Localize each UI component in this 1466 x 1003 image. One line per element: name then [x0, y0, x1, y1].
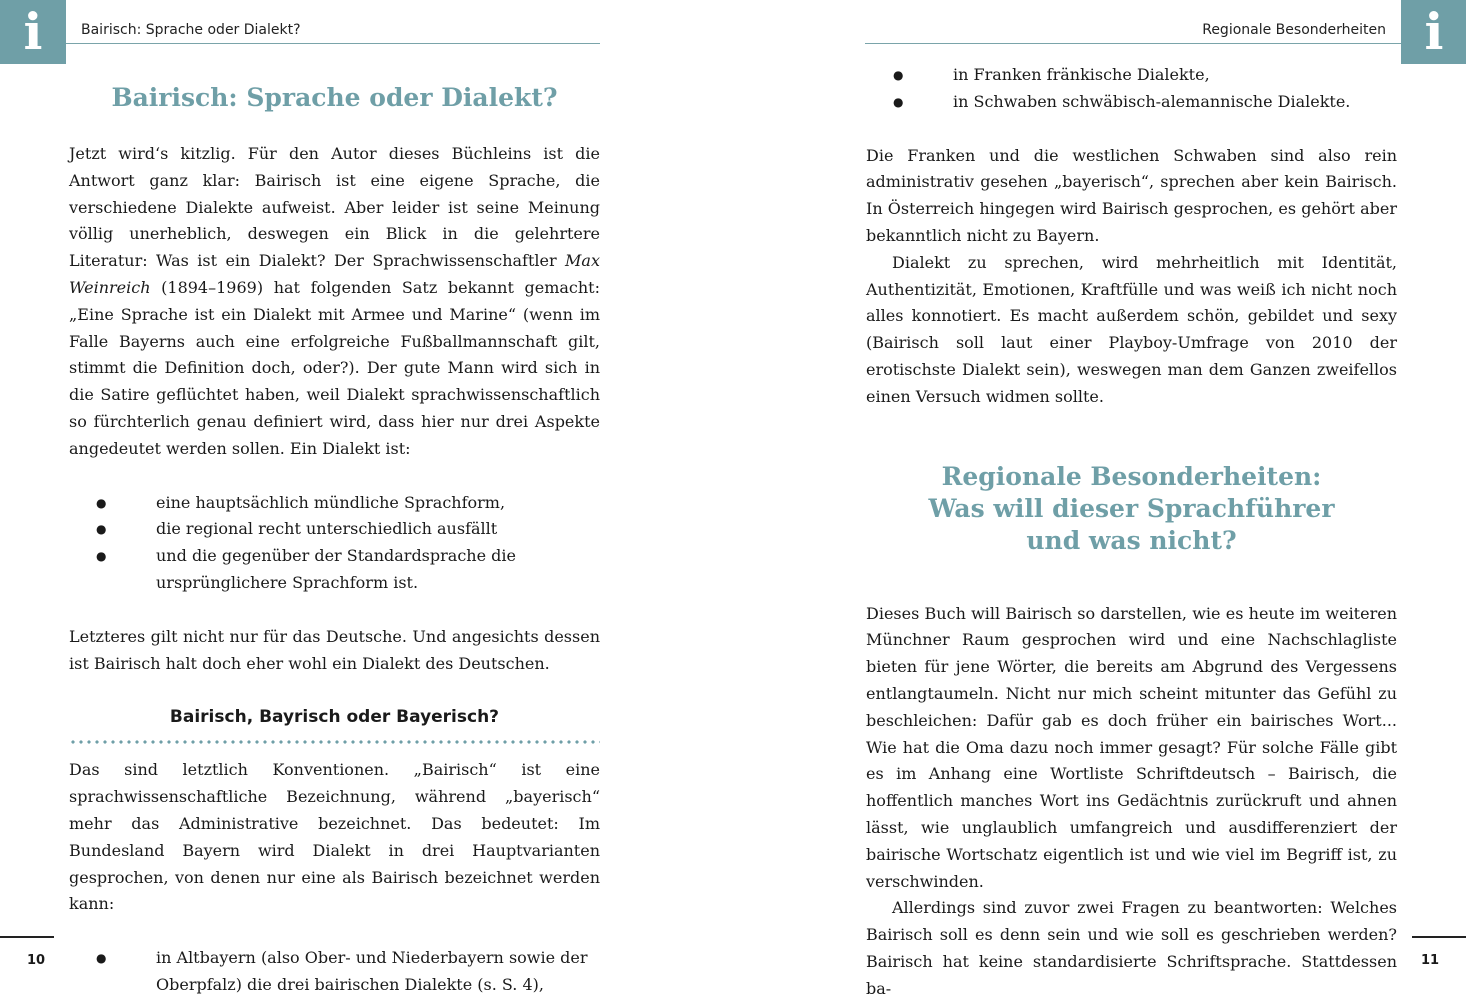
section-title-line: Was will dieser Sprachführer: [928, 493, 1335, 523]
list-item-text: die regional recht unterschiedlich ausfällt: [156, 519, 498, 539]
text-run: (1894–1969) hat folgenden Satz bekannt gemacht: „Eine Sprache ist ein Dialekt mit Armee und Marine“ (wenn im Falle Bayerns auch eine erfolgreiche Fußballmannschaft gilt, stimmt die Definition doch, oder?). Der gute Mann wird sich in die Satire geflüchtet haben, weil Dialekt sprachwissenschaftlich so fürchterlich genau definiert wird, dass hier nur drei Aspekte angedeutet werden sollen. Ein Dialekt ist:: [69, 277, 600, 458]
info-icon: i: [0, 0, 66, 64]
left-column: [69, 82, 600, 999]
bullet-icon: ●: [893, 68, 904, 82]
section-title: [866, 461, 1397, 557]
dotted-divider: [69, 739, 600, 745]
footer-rule: [0, 936, 54, 938]
right-page: [733, 0, 1466, 1000]
section-title-line: und was nicht?: [1026, 525, 1237, 555]
list-item-text: und die gegenüber der Standardsprache die ursprünglichere Sprachform ist.: [156, 546, 516, 592]
list-item: [866, 89, 1397, 116]
subheading: Bairisch, Bayrisch oder Bayerisch?: [169, 707, 500, 728]
list-item: [69, 543, 600, 597]
bullet-list: [69, 490, 600, 597]
bullet-list: [69, 945, 600, 999]
section-title-line: Regionale Besonderheiten:: [941, 461, 1322, 491]
list-item: [69, 945, 600, 999]
list-item-text: in Altbayern (also Ober- und Niederbayern sowie der Oberpfalz) die drei bairischen Dialekte (s. S. 4),: [156, 948, 588, 994]
list-item-text: in Schwaben schwäbisch-alemannische Dialekte.: [953, 91, 1351, 111]
text-run: Jetzt wird‘s kitzlig. Für den Autor dieses Büchleins ist die Antwort ganz klar: Bairisch ist eine eigene Sprache, die verschiedene Dialekte aufweist. Aber leider ist seine Meinung völlig unerheblich, deswegen ein Blick in die gelehrtere Literatur: Was ist ein Dialekt? Der Sprachwissenschaftler: [69, 144, 600, 271]
paragraph: Allerdings sind zuvor zwei Fragen zu beantworten: Welches Bairisch soll es denn sein und wie soll es geschrieben werden? Bairisch hat keine standardisierte Schriftsprache. Stattdessen ba-: [866, 898, 1397, 998]
paragraph: Die Franken und die westlichen Schwaben sind also rein administrativ gesehen „bayerisch“, sprechen aber kein Bairisch. In Österreich hingegen wird Bairisch gesprochen, es gehört aber bekanntlich nicht zu Bayern.: [866, 145, 1397, 245]
bullet-icon: ●: [96, 951, 107, 966]
bullet-list: [866, 62, 1397, 116]
paragraph: [69, 141, 600, 463]
paragraph: Das sind letztlich Konventionen. „Bairisch“ ist eine sprachwissenschaftliche Bezeichnung, während „bayerisch“ mehr das Administrative bezeichnet. Das bedeutet: Im Bundesland Bayern wird Dialekt in drei Hauptvarianten gesprochen, von denen nur eine als Bairisch bezeichnet werden kann:: [69, 760, 600, 914]
header-divider: [66, 43, 600, 44]
paragraph: Letzteres gilt nicht nur für das Deutsche. Und angesichts dessen ist Bairisch halt doch eher wohl ein Dialekt des Deutschen.: [69, 626, 600, 673]
running-head: Regionale Besonderheiten: [1202, 22, 1386, 38]
list-item-text: eine hauptsächlich mündliche Sprachform,: [156, 492, 506, 512]
bullet-icon: ●: [96, 549, 107, 564]
page-title: Bairisch: Sprache oder Dialekt?: [111, 83, 558, 112]
list-item: [69, 516, 600, 543]
left-page: [0, 0, 733, 1000]
footer-rule: [1412, 936, 1466, 938]
page-number: 11: [1421, 953, 1440, 968]
right-column: [866, 62, 1397, 1003]
list-item: [866, 62, 1397, 89]
list-item: [69, 490, 600, 517]
bullet-icon: ●: [96, 522, 107, 537]
info-icon: i: [1401, 0, 1466, 64]
running-head: Bairisch: Sprache oder Dialekt?: [81, 22, 301, 38]
author-name: Max Weinreich: [69, 251, 600, 297]
paragraph: Dialekt zu sprechen, wird mehrheitlich mit Identität, Authentizität, Emotionen, Kraftfülle und was weiß ich nicht noch alles konnotiert. Es macht außerdem schön, gebildet und sexy (Bairisch soll laut einer Playboy-Umfrage von 2010 der erotischste Dialekt sein), weswegen man dem Ganzen zweifellos einen Versuch widmen sollte.: [866, 252, 1397, 406]
list-item-text: in Franken fränkische Dialekte,: [953, 65, 1210, 84]
page-number: 10: [27, 953, 46, 968]
paragraph: Dieses Buch will Bairisch so darstellen, wie es heute im weiteren Münchner Raum gesprochen wird und eine Nachschlagliste bieten für jene Wörter, die bereits am Abgrund des Vergessens entlangtaumeln. Nicht nur mich scheint mitunter das Gefühl zu beschleichen: Dafür gab es doch früher ein bairisches Wort... Wie hat die Oma dazu noch immer gesagt? Für solche Fälle gibt es im Anhang eine Wortliste Schriftdeutsch – Bairisch, die hoffentlich manches Wort ins Gedächtnis zurückruft und ahnen lässt, wie unglaublich umfangreich und ausdifferenziert der bairische Wortschatz eigentlich ist und wie viel im Begriff ist, zu verschwinden.: [866, 603, 1397, 891]
header-divider: [865, 43, 1401, 44]
bullet-icon: ●: [893, 94, 904, 109]
bullet-icon: ●: [96, 495, 107, 510]
